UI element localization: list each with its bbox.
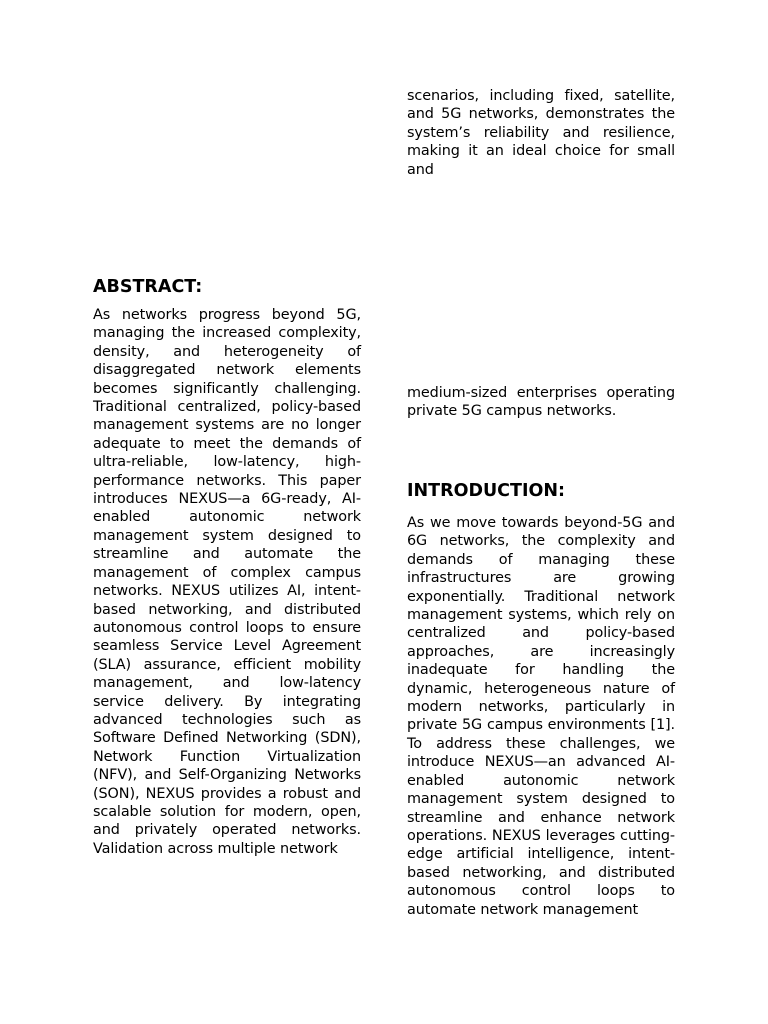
abstract-continuation-top — [407, 87, 675, 179]
introduction-heading: INTRODUCTION: — [407, 481, 565, 501]
abstract-continuation-paragraph-bottom: medium-sized enterprises operating private 5G campus networks. — [407, 385, 675, 420]
introduction-paragraph: As we move towards beyond-5G and 6G networks, the complexity and demands of managing these infrastructures are growing exponentially. Traditional network management systems, which rely on centralized and policy-based approaches, are increasingly inadequate for handling the dynamic, heterogeneous nature of modern networks, particularly in private 5G campus environments [1]. To address these challenges, we introduce NEXUS—an advanced AI-enabled autonomic network management system designed to streamline and enhance network operations. NEXUS leverages cutting-edge artificial intelligence, intent-based networking, and distributed autonomous control loops to automate network management — [407, 515, 675, 918]
abstract-continuation-paragraph-top: scenarios, including fixed, satellite, and 5G networks, demonstrates the system’s reliability and resilience, making it an ideal choice for small and — [407, 88, 675, 178]
abstract-heading: ABSTRACT: — [93, 277, 203, 297]
abstract-paragraph: As networks progress beyond 5G, managing the increased complexity, density, and heterogeneity of disaggregated network elements becomes significantly challenging. Traditional centralized, policy-based management systems are no longer adequate to meet the demands of ultra-reliable, low-latency, high-performance networks. This paper introduces NEXUS—a 6G-ready, AI-enabled autonomic network management system designed to streamline and automate the management of complex campus networks. NEXUS utilizes AI, intent-based networking, and distributed autonomous control loops to ensure seamless Service Level Agreement (SLA) assurance, efficient mobility management, and low-latency service delivery. By integrating advanced technologies such as Software Defined Networking (SDN), Network Function Virtualization (NFV), and Self-Organizing Networks (SON), NEXUS provides a robust and scalable solution for modern, open, and privately operated networks. Validation across multiple network — [93, 307, 361, 857]
introduction-section — [407, 480, 675, 919]
abstract-section — [93, 276, 361, 858]
abstract-continuation-bottom — [407, 384, 675, 421]
